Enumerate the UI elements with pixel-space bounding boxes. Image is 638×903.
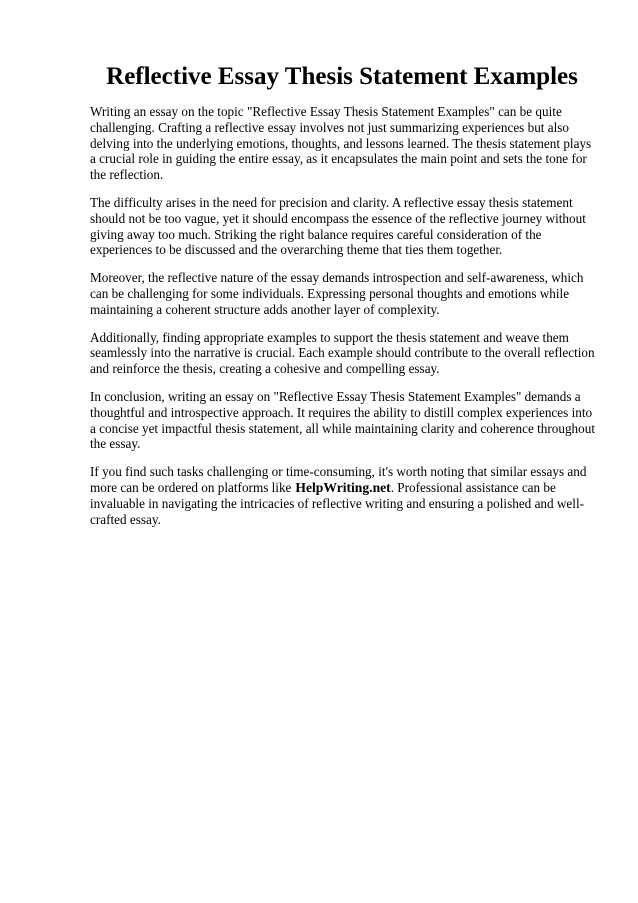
- document-title: Reflective Essay Thesis Statement Examples: [106, 63, 578, 90]
- helpwriting-link[interactable]: HelpWriting.net: [295, 479, 391, 495]
- paragraph-final: [90, 464, 598, 527]
- paragraph-conclusion: In conclusion, writing an essay on "Reflective Essay Thesis Statement Examples" demands a thoughtful and introspective approach. It requires the ability to distill complex experiences into a concise yet impactful thesis statement, all while maintaining clarity and coherence throughout the essay.: [90, 388, 595, 452]
- paragraph-difficulty: The difficulty arises in the need for precision and clarity. A reflective essay thesis statement should not be too vague, yet it should encompass the essence of the reflective journey without giving away too much. Striking the right balance requires careful consideration of the experiences to be discussed and the overarching theme that ties them together.: [90, 194, 586, 258]
- final-text-after-link: . Professional assistance can be invaluable in navigating the intricacies of reflective writing and ensuring a polished and well-crafted essay.: [90, 479, 585, 527]
- final-text-before-link: If you find such tasks challenging or time-consuming, it's worth noting that similar essays and more can be ordered on platforms like: [90, 464, 587, 495]
- paragraph-introspection: Moreover, the reflective nature of the essay demands introspection and self-awareness, which can be challenging for some individuals. Expressing personal thoughts and emotions while maintaining a coherent structure adds another layer of complexity.: [90, 270, 584, 317]
- paragraph-intro: Writing an essay on the topic "Reflective Essay Thesis Statement Examples" can be quite challenging. Crafting a reflective essay involves not just summarizing experiences but also delving into the underlying emotions, thoughts, and lessons learned. The thesis statement plays a crucial role in guiding the entire essay, as it encapsulates the main point and sets the tone for the reflection.: [90, 104, 592, 183]
- paragraph-examples: Additionally, finding appropriate examples to support the thesis statement and weave them seamlessly into the narrative is crucial. Each example should contribute to the overall reflection and reinforce the thesis, creating a cohesive and compelling essay.: [90, 329, 595, 377]
